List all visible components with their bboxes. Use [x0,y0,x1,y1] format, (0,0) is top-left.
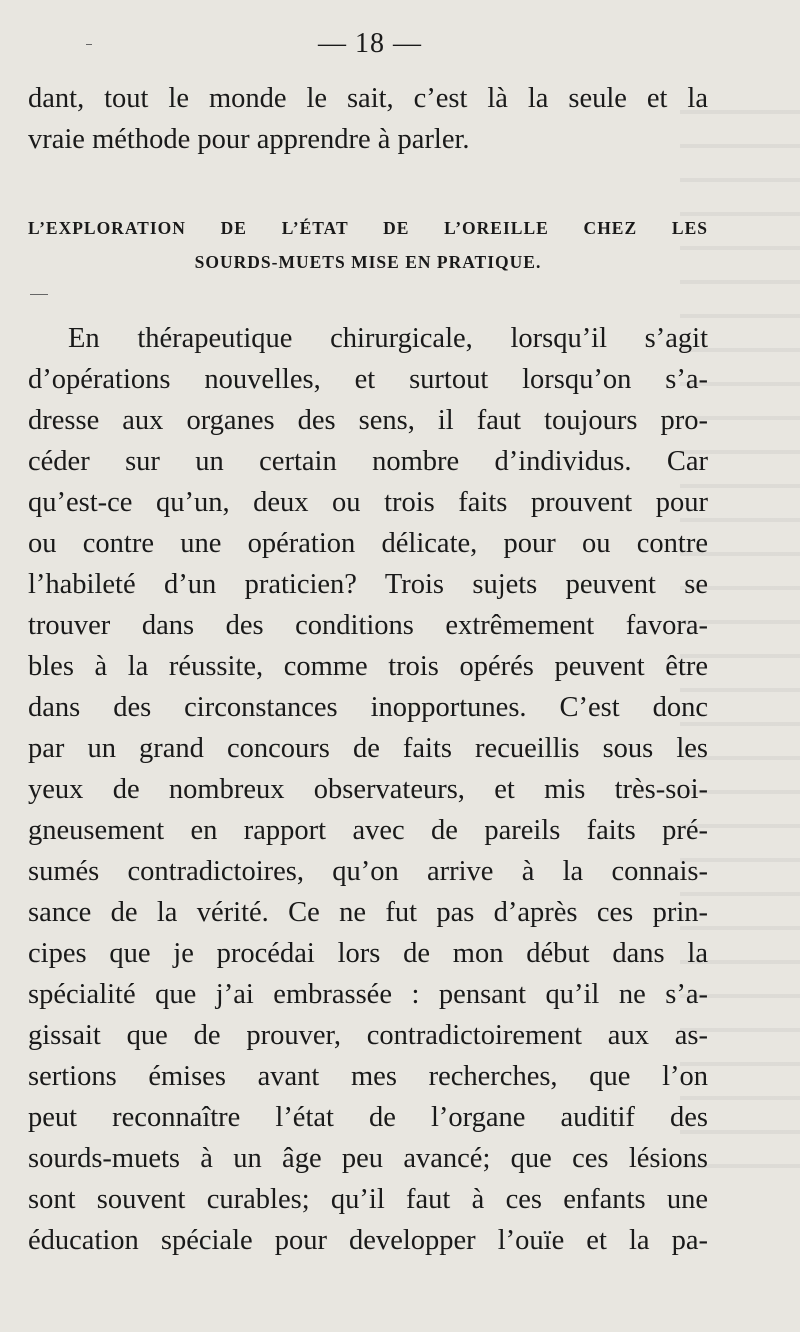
text-line: trouver dans des conditions extrêmement favora- [28,610,708,641]
text-line: gneusement en rapport avec de pareils faits pré- [28,815,708,846]
text-line: dresse aux organes des sens, il faut toujours pro- [28,405,708,436]
print-smudge [86,44,92,45]
text-line: sance de la vérité. Ce ne fut pas d’après ces prin- [28,897,708,928]
text-line: vraie méthode pour apprendre à parler. [28,124,470,155]
text-line: bles à la réussite, comme trois opérés peuvent être [28,651,708,682]
main-paragraph [28,318,708,1261]
text-line: l’habileté d’un praticien? Trois sujets peuvent se [28,569,708,600]
text-line: sourds-muets à un âge peu avancé; que ces lésions [28,1143,708,1174]
text-line: cipes que je procédai lors de mon début dans la [28,938,708,969]
section-heading [28,211,708,279]
heading-line: SOURDS-MUETS MISE EN PRATIQUE. [194,252,542,272]
text-line: sont souvent curables; qu’il faut à ces enfants une [28,1184,708,1215]
text-line: par un grand concours de faits recueillis sous les [28,733,708,764]
text-line: sertions émises avant mes recherches, que l’on [28,1061,708,1092]
text-line: En thérapeutique chirurgicale, lorsqu’il s’agit [68,323,708,354]
text-line: sumés contradictoires, qu’on arrive à la connais- [28,856,708,887]
text-line: d’opérations nouvelles, et surtout lorsqu’on s’a- [28,364,708,395]
text-line: spécialité que j’ai embrassée : pensant qu’il ne s’a- [28,979,708,1010]
continued-paragraph [28,78,708,160]
print-smudge [30,294,48,295]
text-line: yeux de nombreux observateurs, et mis très-soi- [28,774,708,805]
text-line: qu’est-ce qu’un, deux ou trois faits prouvent pour [28,487,708,518]
text-line: céder sur un certain nombre d’individus. Car [28,446,708,477]
text-line: peut reconnaître l’état de l’organe auditif des [28,1102,708,1133]
text-line: ou contre une opération délicate, pour ou contre [28,528,708,559]
text-line: éducation spéciale pour developper l’ouïe et la pa- [28,1225,708,1256]
text-line: dans des circonstances inopportunes. C’est donc [28,692,708,723]
heading-line: L’EXPLORATION DE L’ÉTAT DE L’OREILLE CHEZ LES [28,218,708,238]
page-number: — 18 — [318,28,422,59]
text-line: dant, tout le monde le sait, c’est là la seule et la [28,83,708,114]
text-line: gissait que de prouver, contradictoirement aux as- [28,1020,708,1051]
